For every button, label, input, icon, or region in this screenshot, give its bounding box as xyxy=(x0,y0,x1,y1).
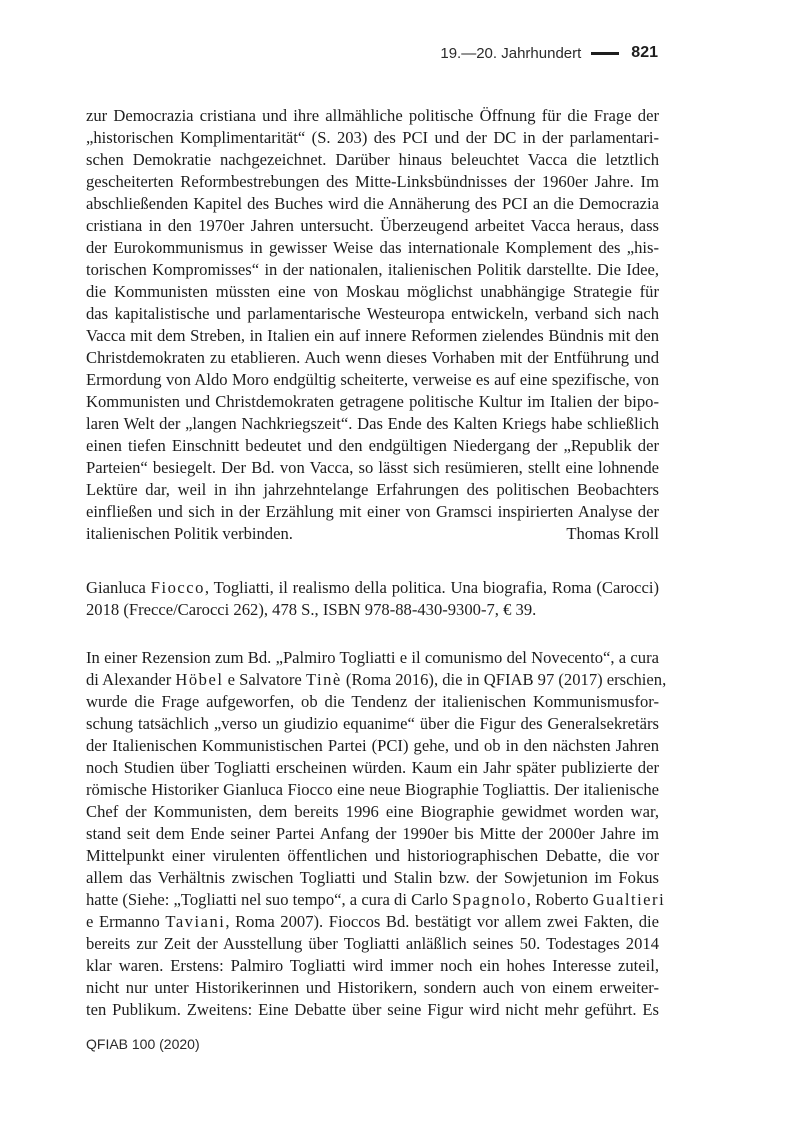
text-line: die Kommunisten müssten eine von Moskau möglichst unabhängige Strategie für xyxy=(86,282,659,301)
text-line: stand seit dem Ende seiner Partei Anfang der 1990er bis Mitte der 2000er Jahre im xyxy=(86,824,659,843)
text-line: gescheiterten Reformbestrebungen des Mitte-Linksbündnisses der 1960er Jahre. Im xyxy=(86,172,659,191)
text-line: römische Historiker Gianluca Fiocco eine neue Biographie Togliattis. Der italienische xyxy=(86,780,659,799)
text-line: Parteien“ besiegelt. Der Bd. von Vacca, so lässt sich resümieren, stellt eine lohnende xyxy=(86,458,659,477)
text-line: Kommunisten und Christdemokraten getragene politische Kultur im Italien der bipo- xyxy=(86,392,659,411)
text-line-with-signature xyxy=(86,523,659,545)
page-number: 821 xyxy=(631,44,658,61)
review-thomas-kroll xyxy=(86,105,659,545)
text-line: allem das Verhältnis zwischen Togliatti und Stalin bzw. der Sowjetunion im Fokus xyxy=(86,868,659,887)
text-line: Chef der Kommunisten, dem bereits 1996 eine Biographie gewidmet worden war, xyxy=(86,802,659,821)
text-line: Mittelpunkt einer virulenten öffentlichen und historiographischen Debatte, die vor xyxy=(86,846,659,865)
review-body xyxy=(86,647,667,1021)
text-span: hatte (Siehe: „Togliatti nel suo tempo“, a cura di Carlo xyxy=(86,890,453,909)
text-line: der Italienischen Kommunistischen Partei (PCI) gehe, und ob in den nächsten Jahren xyxy=(86,736,659,755)
text-line xyxy=(86,669,667,691)
text-line: In einer Rezension zum Bd. „Palmiro Togliatti e il comunismo del Novecento“, a cura xyxy=(86,648,659,667)
text-line: Vacca mit dem Streben, in Italien ein auf innere Reformen zielendes Bündnis mit den xyxy=(86,326,659,345)
editor-name: Gualtieri xyxy=(592,890,666,909)
text-span: , Roma 2007). Fioccos Bd. bestätigt vor allem zwei Fakten, die xyxy=(225,912,659,931)
text-line: noch Studien über Togliatti erscheinen würden. Kaum ein Jahr später publizierte der xyxy=(86,758,659,777)
editor-name: Tinè xyxy=(305,670,342,689)
text-span: , Roberto xyxy=(526,890,593,909)
text-line: Ermordung von Aldo Moro endgültig scheiterte, verweise es auf eine spezifische, von xyxy=(86,370,659,389)
text-line: das kapitalistische und parlamentarische Westeuropa entwickeln, verband sich nach xyxy=(86,304,659,323)
text-line xyxy=(86,911,659,933)
journal-footer: QFIAB 100 (2020) xyxy=(86,1036,200,1052)
last-text-line: italienischen Politik verbinden. xyxy=(86,524,293,543)
text-line xyxy=(86,889,666,911)
text-line: bereits zur Zeit der Ausstellung über Togliatti anläßlich seines 50. Todestages 2014 xyxy=(86,934,659,953)
text-line: einfließen und sich in der Erzählung mit einer von Gramsci inspirierten Analyse der xyxy=(86,502,659,521)
header-rule xyxy=(591,52,619,55)
text-line: cristiana in den 1970er Jahren untersucht. Überzeugend arbeitet Vacca heraus, dass xyxy=(86,216,659,235)
text-span: (Roma 2016), die in QFIAB 97 (2017) erschien, xyxy=(341,670,667,689)
text-line: ten Publikum. Zweitens: Eine Debatte über seine Figur wird nicht mehr geführt. Es xyxy=(86,1000,659,1019)
heading-title: , Togliatti, il realismo della politica. Una biografia, Roma (Carocci) xyxy=(204,578,660,597)
running-title: 19.—20. Jahrhundert xyxy=(440,44,582,62)
editor-name: Spagnolo xyxy=(452,890,527,909)
text-line: einen tiefen Einschnitt bedeutet und den endgültigen Niedergang der „Republik der xyxy=(86,436,659,455)
text-line: Christdemokraten zu etablieren. Auch wenn dieses Vorhaben mit der Entführung und xyxy=(86,348,659,367)
text-line: der Eurokommunismus in gewisser Weise das internationale Komplement des „his- xyxy=(86,238,659,257)
review-bibliographic-heading xyxy=(86,577,659,621)
text-span: di Alexander xyxy=(86,670,176,689)
text-line: torischen Kompromisses“ in der nationalen, italienischen Politik darstellte. Die Idee, xyxy=(86,260,659,279)
text-line: nicht nur unter Historikerinnen und Historikern, sondern auch von einem erweiter- xyxy=(86,978,659,997)
text-span: e Ermanno xyxy=(86,912,166,931)
author-last-name: Fiocco xyxy=(150,578,205,597)
text-line: schen Demokratie nachgezeichnet. Darüber hinaus beleuchtet Vacca die letztlich xyxy=(86,150,659,169)
running-header xyxy=(440,44,658,62)
text-line: laren Welt der „langen Nachkriegszeit“. Das Ende des Kalten Kriegs habe schließlich xyxy=(86,414,659,433)
heading-line xyxy=(86,577,659,599)
text-line: wurde die Frage aufgeworfen, ob die Tendenz der italienischen Kommunismusfor- xyxy=(86,692,659,711)
editor-name: Höbel xyxy=(175,670,224,689)
heading-line: 2018 (Frecce/Carocci 262), 478 S., ISBN 978-88-430-9300-7, € 39. xyxy=(86,600,537,619)
text-line: „historischen Komplimentarität“ (S. 203) des PCI und der DC in der parlamentari- xyxy=(86,128,659,147)
text-line: abschließenden Kapitel des Buches wird die Annäherung des PCI an die Democrazia xyxy=(86,194,659,213)
text-line: zur Democrazia cristiana und ihre allmähliche politische Öffnung für die Frage der xyxy=(86,106,659,125)
author-first-name: Gianluca xyxy=(86,578,151,597)
text-span: e Salvatore xyxy=(223,670,306,689)
editor-name: Taviani xyxy=(165,912,226,931)
reviewer-signature: Thomas Kroll xyxy=(566,524,659,543)
text-line: schung tatsächlich „verso un giudizio equanime“ über die Figur des Generalsekretärs xyxy=(86,714,659,733)
text-line: klar waren. Erstens: Palmiro Togliatti wird immer noch ein hohes Interesse zuteil, xyxy=(86,956,659,975)
text-line: Lektüre dar, weil in ihn jahrzehntelange Erfahrungen des politischen Beobachters xyxy=(86,480,659,499)
